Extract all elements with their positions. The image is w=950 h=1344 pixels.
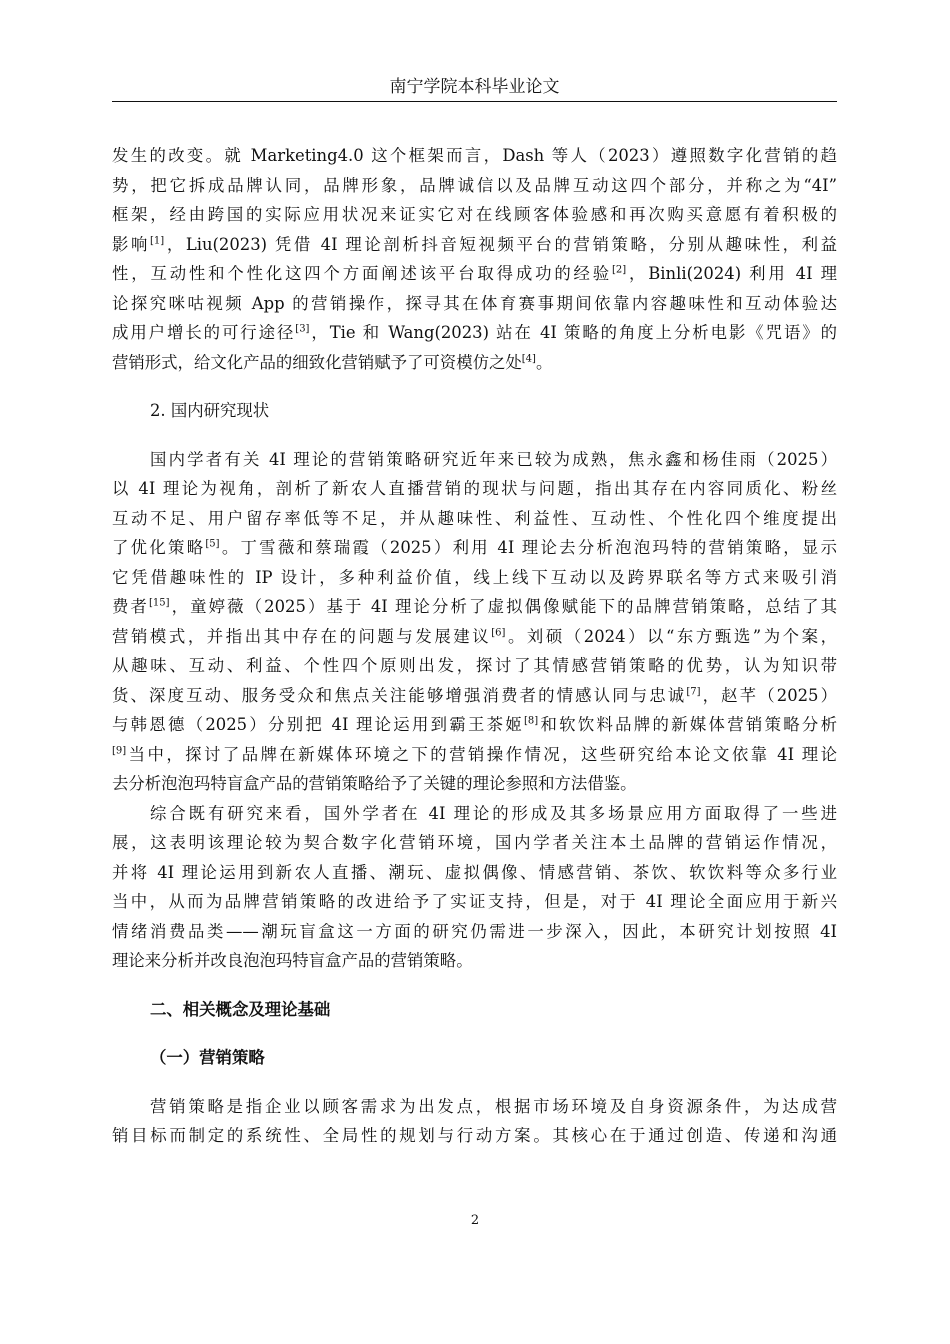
text-line: 从趣味、互动、利益、个性四个原则出发，探讨了其情感营销策略的优势，认为知识带 [112, 656, 837, 675]
subheading-domestic-research: 2. 国内研究现状 [150, 401, 270, 420]
text-line: 并将 4I 理论运用到新农人直播、潮玩、虚拟偶像、情感营销、茶饮、软饮料等众多行业 [112, 862, 837, 882]
citation-ref[interactable]: [1] [150, 235, 165, 247]
text-line: 营销策略是指企业以顾客需求为出发点，根据市场环境及自身资源条件，为达成营 [150, 1096, 837, 1116]
text-line: 费者[15]，童婷薇（2025）基于 4I 理论分析了虚拟偶像赋能下的品牌营销策略，总结了其 [112, 597, 837, 616]
citation-ref[interactable]: [7] [686, 686, 701, 698]
header-rule [112, 101, 837, 102]
citation-ref[interactable]: [6] [491, 627, 506, 639]
text-line: 性，互动性和个性化这四个方面阐述该平台取得成功的经验[2]，Binli(2024) 利用 4I 理 [112, 264, 837, 283]
paragraph-summary [112, 799, 837, 976]
citation-ref[interactable]: [15] [149, 597, 170, 609]
text-line: 去分析泡泡玛特盲盒产品的营销策略给予了关键的理论参照和方法借鉴。 [112, 774, 637, 793]
text-line: 情绪消费品类——潮玩盲盒这一方面的研究仍需进一步深入，因此，本研究计划按照 4I [112, 921, 837, 941]
text-line: 框架，经由跨国的实际应用状况来证实它对在线顾客体验感和再次购买意愿有着积极的 [112, 205, 837, 224]
page-number: 2 [470, 1213, 480, 1228]
text-line: 销目标而制定的系统性、全局性的规划与行动方案。其核心在于通过创造、传递和沟通 [112, 1126, 837, 1145]
body-text [112, 141, 837, 1151]
text-line: 营销模式，并指出其中存在的问题与发展建议[6]。刘硕（2024）以“东方甄选”为个案， [112, 626, 837, 646]
text-line: 与韩恩德（2025）分别把 4I 理论运用到霸王茶姬[8]和软饮料品牌的新媒体营销策略分析 [112, 715, 837, 734]
text-line: 发生的改变。就 Marketing4.0 这个框架而言，Dash 等人（2023）遵照数字化营销的趋 [112, 146, 837, 165]
citation-ref[interactable]: [3] [295, 323, 310, 335]
text-line: 当中，从而为品牌营销策略的改进给予了实证支持，但是，对于 4I 理论全面应用于新兴 [112, 892, 837, 911]
text-line: 综合既有研究来看，国外学者在 4I 理论的形成及其多场景应用方面取得了一些进 [150, 803, 837, 823]
text-line: 货、深度互动、服务受众和焦点关注能够增强消费者的情感认同与忠诚[7]，赵芊（2025） [112, 685, 837, 705]
text-line: 国内学者有关 4I 理论的营销策略研究近年来已较为成熟，焦永鑫和杨佳雨（2025） [150, 449, 837, 469]
text-line: 理论来分析并改良泡泡玛特盲盒产品的营销策略。 [112, 951, 473, 970]
text-line: 它凭借趣味性的 IP 设计，多种利益价值，线上线下互动以及跨界联名等方式来吸引消 [112, 567, 837, 587]
text-line: 以 4I 理论为视角，剖析了新农人直播营销的现状与问题，指出其存在内容同质化、粉丝 [112, 479, 837, 498]
text-line: 论探究咪咕视频 App 的营销操作，探寻其在体育赛事期间依靠内容趣味性和互动体验达 [112, 293, 837, 313]
citation-ref[interactable]: [8] [524, 715, 539, 727]
paragraph-marketing-strategy [112, 1092, 837, 1151]
subsection-heading: （一）营销策略 [150, 1048, 265, 1067]
text-line: 展，这表明该理论较为契合数字化营销环境，国内学者关注本土品牌的营销运作情况， [112, 833, 837, 852]
text-line: [9]当中，探讨了品牌在新媒体环境之下的营销操作情况，这些研究给本论文依靠 4I 理论 [112, 744, 837, 764]
citation-ref[interactable]: [2] [612, 264, 627, 276]
citation-ref[interactable]: [9] [112, 745, 127, 757]
text-line: 成用户增长的可行途径[3]，Tie 和 Wang(2023) 站在 4I 策略的角度上分析电影《咒语》的 [112, 323, 837, 342]
text-line: 势，把它拆成品牌认同，品牌形象，品牌诚信以及品牌互动这四个部分，并称之为“4I” [112, 175, 837, 195]
running-header: 南宁学院本科毕业论文 [389, 77, 560, 97]
text-line: 营销形式，给文化产品的细致化营销赋予了可资模仿之处[4]。 [112, 352, 553, 372]
paragraph-foreign-research [112, 141, 837, 377]
text-line: 互动不足、用户留存率低等不足，并从趣味性、利益性、互动性、个性化四个维度提出 [112, 508, 837, 528]
paragraph-domestic-research [112, 445, 837, 799]
section-heading: 二、相关概念及理论基础 [150, 999, 331, 1019]
citation-ref[interactable]: [4] [521, 353, 536, 365]
text-line: 了优化策略[5]。丁雪薇和蔡瑞霞（2025）利用 4I 理论去分析泡泡玛特的营销策略，显示 [112, 538, 837, 557]
citation-ref[interactable]: [5] [205, 538, 220, 550]
text-line: 影响[1]，Liu(2023) 凭借 4I 理论剖析抖音短视频平台的营销策略，分别从趣味性，利益 [112, 234, 838, 254]
